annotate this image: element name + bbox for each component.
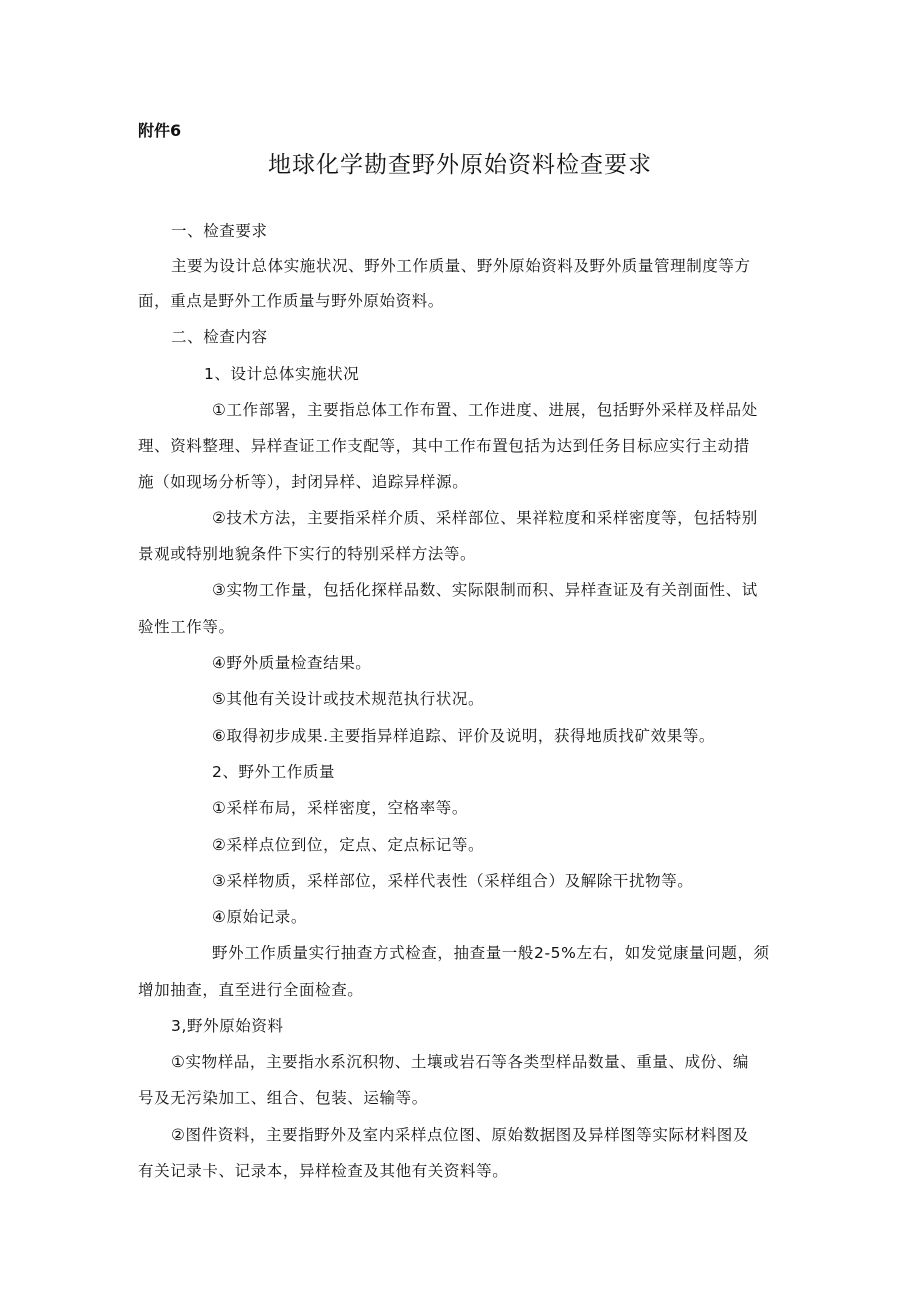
paragraph-line: ①实物样品，主要指水系沉积物、土壤或岩石等各类型样品数量、重量、成份、编 <box>171 1053 749 1071</box>
paragraph-line: 有关记录卡、记录本，异样检查及其他有关资料等。 <box>138 1162 509 1180</box>
paragraph-line: 景观或特别地貌条件下实行的特别采样方法等。 <box>138 545 477 563</box>
paragraph-line: 野外工作质量实行抽查方式检查，抽查量一般2-5%左右，如发觉康量问题，须 <box>212 944 770 962</box>
document-title: 地球化学勘查野外原始资料检查要求 <box>268 152 652 178</box>
paragraph-line: ③实物工作量，包括化探样品数、实际限制而积、异样查证及有关剖面性、试 <box>212 581 758 599</box>
paragraph-line: 验性工作等。 <box>138 618 235 636</box>
list-item: ⑤其他有关设计或技术规范执行状况。 <box>212 690 485 708</box>
section-heading-requirements: 一、检查要求 <box>171 222 268 240</box>
paragraph-line: 号及无污染加工、组合、包装、运输等。 <box>138 1089 428 1107</box>
attachment-label: 附件6 <box>138 121 182 140</box>
paragraph-line: ①工作部署，主要指总体工作布置、工作进度、进展，包括野外采样及样品处 <box>212 401 758 419</box>
subsection-heading-field-quality: 2、野外工作质量 <box>212 763 336 781</box>
section-heading-content: 二、检查内容 <box>171 328 268 346</box>
list-item: ③采样物质，采样部位，采样代表性（采样组合）及解除干扰物等。 <box>212 872 694 890</box>
subsection-heading-raw-data: 3,野外原始资料 <box>171 1017 284 1035</box>
paragraph-line: 面，重点是野外工作质量与野外原始资料。 <box>138 292 444 310</box>
paragraph-line: ②图件资料，主要指野外及室内采样点位图、原始数据图及异样图等实际材料图及 <box>171 1126 749 1144</box>
subsection-heading-design: 1、设计总体实施状况 <box>204 365 360 383</box>
list-item: ②采样点位到位，定点、定点标记等。 <box>212 836 485 854</box>
list-item: ④野外质量检查结果。 <box>212 654 372 672</box>
list-item: ⑥取得初步成果.主要指异样追踪、评价及说明，获得地质找矿效果等。 <box>212 727 716 745</box>
paragraph-line: 主要为设计总体实施状况、野外工作质量、野外原始资料及野外质量管理制度等方 <box>171 257 751 275</box>
paragraph-line: 施（如现场分析等），封闭异样、追踪异样源。 <box>138 473 469 491</box>
paragraph-line: 理、资料整理、异样查证工作支配等，其中工作布置包括为达到任务目标应实行主动措 <box>138 437 750 455</box>
paragraph-line: ②技术方法，主要指采样介质、采样部位、果祥粒度和采样密度等，包括特别 <box>212 509 758 527</box>
list-item: ④原始记录。 <box>212 908 307 926</box>
paragraph-line: 增加抽查，直至进行全面检查。 <box>138 981 364 999</box>
list-item: ①采样布局，采样密度，空格率等。 <box>212 799 468 817</box>
